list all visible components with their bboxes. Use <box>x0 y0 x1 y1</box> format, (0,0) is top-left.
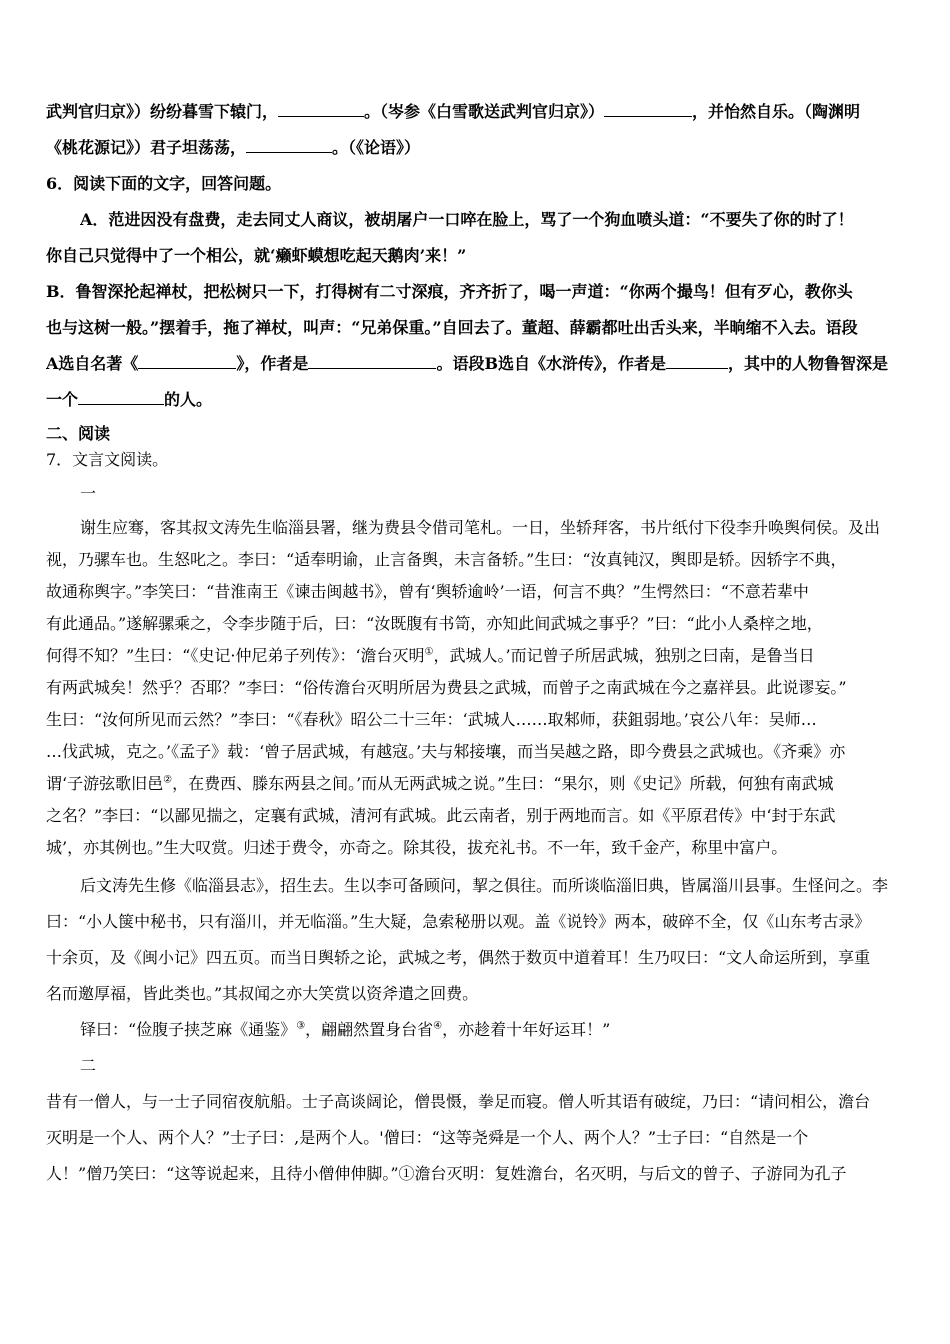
passage-line: 昔有一僧人，与一士子同宿夜航船。士子高谈阔论，僧畏慑，拳足而寝。僧人听其语有破绽，乃曰：“请问相公，澹台 <box>46 1092 871 1111</box>
passage-line: …伐武城，克之。’《孟子》载：‘曾子居武城，有越寇。’夫与邾接壤，而当吴越之路，即今费县之武城也。《齐乘》亦 <box>46 742 846 761</box>
passage-text: 谓‘子游弦歌旧邑 <box>46 774 164 793</box>
passage-line: 十余页，及《闽小记》四五页。而当日舆轿之论，武城之考，偶然于数页中道着耳！生乃叹曰：“文人命运所到，享重 <box>46 948 871 967</box>
part-label-2: 二 <box>80 1056 97 1075</box>
footnote-marker: ④ <box>433 1020 443 1032</box>
part-label-1: 一 <box>80 484 97 503</box>
blank-1[interactable] <box>278 100 364 117</box>
passage-text: ，翩翩然置身台省 <box>305 1020 434 1039</box>
q5-text: 《桃花源记》）君子坦荡荡， <box>46 138 247 157</box>
q6-passage-b-2: 也与这树一般。”摆着手，拖了禅杖，叫声：“兄弟保重。”自回去了。董超、薛霸都吐出舌头来，半晌缩不入去。语段 <box>46 318 858 337</box>
q6-text: 的人。 <box>164 390 213 409</box>
passage-text: 铎曰：“俭腹子挟芝麻《通鉴》 <box>80 1020 297 1039</box>
passage-line <box>46 772 908 796</box>
footnote-marker: ③ <box>296 1020 306 1032</box>
passage-text: ，武城人。’而记曾子所居武城，独别之曰南，是鲁当日 <box>433 646 815 665</box>
passage-line: 谢生应骞，客其叔文涛先生临淄县署，继为费县令借司笔札。一日，坐轿拜客，书片纸付下役李升唤舆伺侯。及出 <box>80 518 881 537</box>
q6-text: 》，作者是 <box>236 354 309 373</box>
passage-line: 之名？”李曰：“以鄙见揣之，定襄有武城，清河有武城。此云南者，别于两地而言。如《平原君传》中‘封于东武 <box>46 806 836 825</box>
blank-5[interactable] <box>308 352 436 369</box>
footnote-marker: ① <box>424 646 434 658</box>
q5-text: ，并怡然自乐。（陶渊明 <box>692 102 861 121</box>
passage-line: 有此通品。”遂解骡乘之，令李步随于后，曰：“汝既腹有书笥，亦知此间武城之事乎？”曰：“此小人桑梓之地， <box>46 614 823 633</box>
q6-passage-b-1: B．鲁智深抡起禅杖，把松树只一下，打得树有二寸深痕，齐齐折了，喝一声道：“你两个撮鸟！但有歹心，教你头 <box>46 282 853 301</box>
passage-line: 故通称舆字。”李笑曰：“昔淮南王《谏击闽越书》，曾有‘舆轿逾岭’一语，何言不典？”生愕然曰：“不意若辈中 <box>46 582 809 601</box>
blank-2[interactable] <box>604 100 692 117</box>
q5-text: 。（岑参《白雪歌送武判官归京》） <box>364 102 605 121</box>
q6-text: ，其中的人物鲁智深是 <box>727 354 888 373</box>
q6-passage-a-1: A．范进因没有盘费，走去同丈人商议，被胡屠户一口啐在脸上，骂了一个狗血喷头道：“不要失了你的时了！ <box>80 210 854 229</box>
q6-text: 一个 <box>46 390 79 409</box>
q7-stem: 7．文言文阅读。 <box>46 450 169 469</box>
q6-text: 。语段B选自《水浒传》，作者是 <box>436 354 666 373</box>
section-title: 二、阅读 <box>46 424 111 443</box>
blank-4[interactable] <box>138 352 236 369</box>
blank-6[interactable] <box>666 352 728 369</box>
q6-question-2 <box>46 388 908 412</box>
passage-line: 灭明是一个人、两个人？”士子曰：,是两个人。'僧曰：“这等尧舜是一个人、两个人？”士子曰：“自然是一个 <box>46 1128 809 1147</box>
passage-line: 曰：“小人箧中秘书，只有淄川，并无临淄。”生大疑，急索秘册以观。盖《说铃》两本，破碎不全，仅《山东考古录》 <box>46 912 871 931</box>
q5-text: 武判官归京》）纷纷暮雪下辕门， <box>46 102 279 121</box>
passage-line: 有两武城矣！然乎？否耶？”李曰：“俗传澹台灭明所居为费县之武城，而曾子之南武城在今之嘉祥县。此说谬妄。” <box>46 678 847 697</box>
q6-stem: 6．阅读下面的文字，回答问题。 <box>46 174 282 193</box>
passage-text: ，亦趁着十年好运耳！” <box>442 1020 611 1039</box>
q6-question-1 <box>46 352 908 376</box>
passage-text: 何得不知？”生曰：“《史记·仲尼弟子列传》：‘澹台灭明 <box>46 646 425 665</box>
q5-line-1 <box>46 100 908 124</box>
q5-line-2 <box>46 136 908 160</box>
blank-7[interactable] <box>78 388 164 405</box>
q6-passage-a-2: 你自己只觉得中了一个相公，就‘癞虾蟆想吃起天鹅肉’来！” <box>46 246 467 265</box>
blank-3[interactable] <box>246 136 332 153</box>
passage-line: 城’，亦其例也。”生大叹赏。归述于费令，亦奇之。除其役，拔充礼书。不一年，致千金产，称里中富户。 <box>46 838 788 857</box>
passage-line: 后文涛先生修《临淄县志》，招生去。生以李可备顾问，挈之俱往。而所谈临淄旧典，皆属淄川县事。生怪问之。李 <box>80 876 889 895</box>
passage-line: 名而邀厚福，皆此类也。”其叔闻之亦大笑赏以资斧遣之回费。 <box>46 984 479 1003</box>
q6-text: A选自名著《 <box>46 354 139 373</box>
passage-line: 视，乃骡车也。生怒叱之。李曰：“适奉明谕，止言备舆，未言备轿。”生曰：“汝真钝汉，舆即是轿。因轿字不典， <box>46 550 847 569</box>
q5-text: 。（《论语》） <box>332 138 421 157</box>
passage-line: 人！”僧乃笑曰：“这等说起来，且待小僧伸伸脚。”①澹台灭明：复姓澹台，名灭明，与后文的曾子、子游同为孔子 <box>46 1164 847 1183</box>
passage-line <box>46 644 908 668</box>
commentary-line <box>80 1018 908 1042</box>
passage-text: ，在费西、滕东两县之间。’而从无两武城之说。”生曰：“果尔，则《史记》所载，何独有南武城 <box>172 774 834 793</box>
footnote-marker: ② <box>163 774 173 786</box>
passage-line: 生曰：“汝何所见而云然？”李曰：“《春秋》昭公二十三年：‘武城人……取邾师，获鉏弱地。’哀公八年：吴师… <box>46 710 817 729</box>
